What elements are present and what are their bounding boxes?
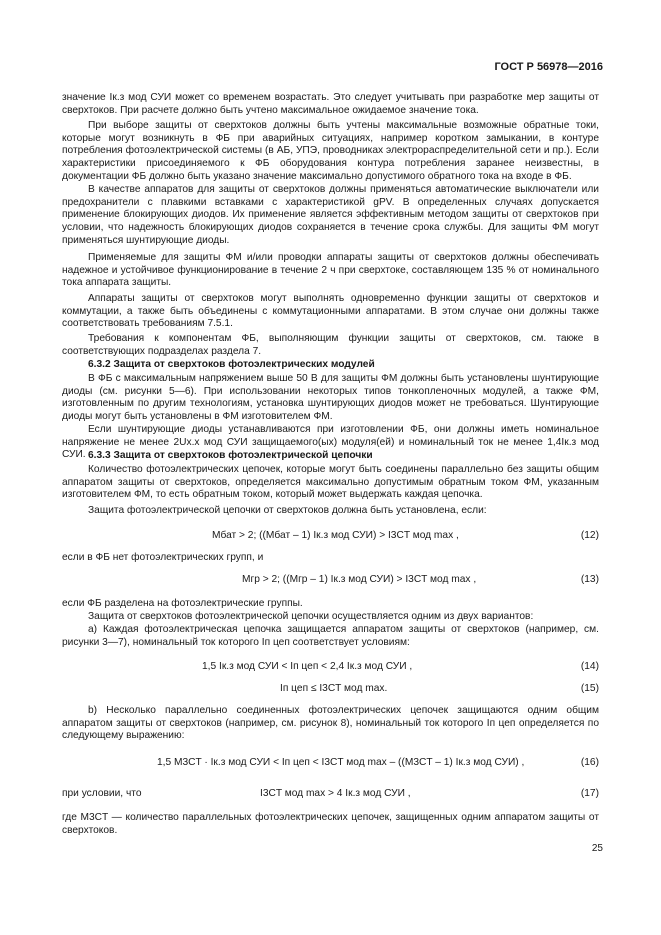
- paragraph: a) Каждая фотоэлектрическая цепочка защищается аппаратом защиты от сверхтоков (например, см. рисунки 3—7), номинальный ток которого Iп цеп соответствует условиям:: [62, 624, 599, 648]
- section-heading-6-3-3: 6.3.3 Защита от сверхтоков фотоэлектрической цепочки: [88, 450, 373, 461]
- equation-15: [62, 683, 599, 697]
- paragraph: Аппараты защиты от сверхтоков могут выполнять одновременно функции защиты от сверхтоков и коммутации, а также быть объединены с коммутационными аппаратами. В этом случае они должны также соответствовать требованиям 7.5.1.: [62, 293, 599, 330]
- equation-number: (12): [580, 530, 599, 541]
- equation-formula: 1,5 M3CT · Iк.з мод СУИ < Iп цеп < I3CT мод max – ((M3CT – 1) Iк.з мод СУИ) ,: [157, 757, 525, 768]
- equation-13: [62, 574, 599, 588]
- paragraph: Защита фотоэлектрической цепочки от сверхтоков должна быть установлена, если:: [88, 505, 487, 516]
- equation-formula: Iп цеп ≤ I3CT мод max.: [280, 683, 388, 694]
- equation-formula: I3CT мод max > 4 Iк.з мод СУИ ,: [260, 788, 411, 799]
- equation-14: [62, 661, 599, 675]
- section-heading-6-3-2: 6.3.2 Защита от сверхтоков фотоэлектрических модулей: [88, 359, 375, 370]
- equation-16: [62, 757, 599, 771]
- paragraph: при условии, что: [62, 788, 142, 799]
- paragraph: если в ФБ нет фотоэлектрических групп, и: [62, 552, 264, 563]
- paragraph: При выборе защиты от сверхтоков должны быть учтены максимальные возможные обратные токи, которые могут возникнуть в ФБ при аварийных ситуациях, например коротком замыкании, в контуре потребления фотоэлектрической системы (в АБ, УПЭ, проводниках электрораспределительной сети и пр.). Если характеристики присоединяемого к ФБ оборудования контура потребления заранее неизвестны, в документации ФБ должно быть указано значение максимально допустимого обратного тока на входе в ФБ.: [62, 120, 599, 182]
- equation-formula: 1,5 Iк.з мод СУИ < Iп цеп < 2,4 Iк.з мод СУИ ,: [202, 661, 413, 672]
- equation-12: [62, 530, 599, 544]
- equation-formula: Mбат > 2; ((Mбат – 1) Iк.з мод СУИ) > I3CT мод max ,: [212, 530, 459, 541]
- equation-number: (14): [580, 661, 599, 672]
- paragraph: Применяемые для защиты ФМ и/или проводки аппараты защиты от сверхтоков должны обеспечивать надежное и устойчивое функционирование в течение 2 ч при сверхтоке, составляющем 135 % от номинального тока аппарата защиты.: [62, 252, 599, 289]
- paragraph: где M3CT — количество параллельных фотоэлектрических цепочек, защищенных одним аппаратом защиты от сверхтоков.: [62, 812, 599, 836]
- paragraph: Количество фотоэлектрических цепочек, которые могут быть соединены параллельно без защиты общим аппаратом защиты от сверхтоков, определяется максимально допустимым обратным током ФМ, указанным изготовителем ФМ, то есть обратным током, который может выдержать каждая цепочка.: [62, 464, 599, 501]
- paragraph: значение Iк.з мод СУИ может со временем возрастать. Это следует учитывать при разработке мер защиты от сверхтоков. При расчете должно быть учтено максимальное ожидаемое значение тока.: [62, 92, 599, 116]
- equation-number: (13): [580, 574, 599, 585]
- paragraph: b) Несколько параллельно соединенных фотоэлектрических цепочек защищаются одним общим аппаратом защиты от сверхтоков (например, см. рисунок 8), номинальный ток которого Iп цеп определяется по следующему выражению:: [62, 705, 599, 742]
- paragraph: В ФБ с максимальным напряжением выше 50 В для защиты ФМ должны быть установлены шунтирующие диоды (см. рисунки 5—6). При использовании некоторых типов тонкопленочных модулей, а также ФМ, изготовленным по другим технологиям, установка шунтирующих диодов может не требоваться. Шунтирующие диоды могут быть установлены в ФМ изготовителем ФМ.: [62, 373, 599, 423]
- equation-formula: Mгр > 2; ((Mгр – 1) Iк.з мод СУИ) > I3CT мод max ,: [242, 574, 477, 585]
- page-number: 25: [591, 843, 603, 854]
- equation-number: (15): [580, 683, 599, 694]
- paragraph: Защита от сверхтоков фотоэлектрической цепочки осуществляется одним из двух вариантов:: [88, 611, 534, 622]
- equation-number: (17): [580, 788, 599, 799]
- standard-header: ГОСТ Р 56978—2016: [494, 61, 603, 73]
- paragraph: В качестве аппаратов для защиты от сверхтоков должны применяться автоматические выключатели или предохранители с плавкими вставками с характеристикой gPV. В определенных случаях допускается применение блокирующих диодов. Их применение является эффективным методом защиты от сверхтоков при условии, что надежность блокирующих диодов сохраняется в течение срока службы. Для защиты ФМ могут применяться шунтирующие диоды.: [62, 184, 599, 246]
- paragraph: если ФБ разделена на фотоэлектрические группы.: [62, 598, 303, 609]
- paragraph: Требования к компонентам ФБ, выполняющим функции защиты от сверхтоков, см. также в соответствующих подразделах раздела 7.: [62, 333, 599, 357]
- paragraph: Если шунтирующие диоды устанавливаются при изготовлении ФБ, они должны иметь номинальное напряжение не менее 2Uх.х мод СУИ защищаемого(ых) модуля(ей) и номинальный ток не менее 1,4Iк.з мод СУИ.: [62, 424, 599, 461]
- equation-number: (16): [580, 757, 599, 768]
- equation-17: [62, 788, 599, 802]
